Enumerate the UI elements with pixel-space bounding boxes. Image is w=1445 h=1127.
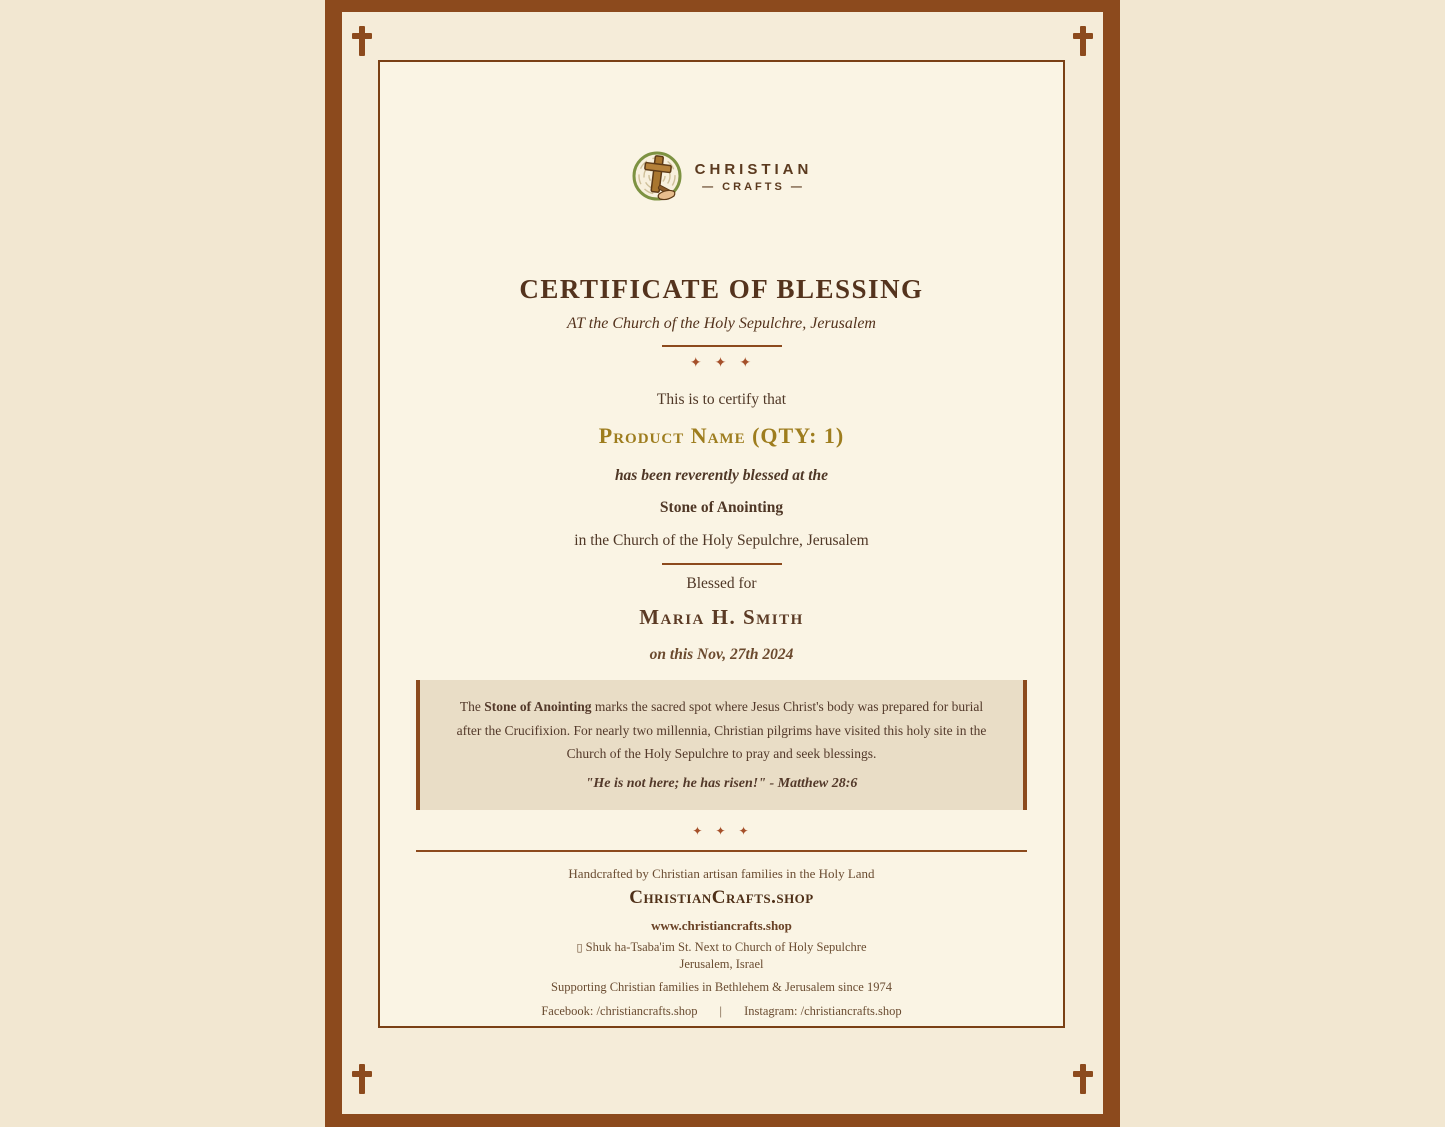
info-text-lead: The [459,699,481,714]
separator-pipe: | [719,1003,723,1018]
brand-name-line: CHRISTIAN [694,161,813,178]
diamond-icon: ✦ [715,823,728,838]
blessing-date: on this Nov, 27th 2024 [649,646,794,663]
footer-brand-name: ChristianCrafts.shop [629,886,814,908]
diamond-icon: ✦ [714,355,729,371]
church-line: in the Church of the Holy Sepulchre, Jerusalem [574,532,869,549]
certificate-card [325,0,1120,1127]
corner-cross-icon [1073,1064,1093,1094]
divider-line [662,563,782,565]
certificate-footer [541,852,901,1019]
certificate-subtitle: AT the Church of the Holy Sepulchre, Jerusalem [567,315,876,332]
diamond-ornament-row [692,824,750,838]
diamond-icon: ✦ [689,355,704,371]
diamond-icon: ✦ [739,355,754,371]
brand-crafts-line: — CRAFTS — [702,181,805,193]
diamond-icon: ✦ [692,823,705,838]
product-name: Product Name (QTY: 1) [598,423,845,448]
stone-of-anointing-info-box [416,680,1027,810]
instagram-handle: Instagram: /christiancrafts.shop [744,1003,902,1018]
brand-logo-text [695,161,813,193]
address-line-1 [576,940,866,955]
certify-line: This is to certify that [656,391,787,408]
certificate-title: CERTIFICATE OF BLESSING [519,274,924,304]
info-text-highlight: Stone of Anointing [484,699,592,714]
corner-cross-icon [352,26,372,56]
blessed-for-label: Blessed for [686,575,757,592]
info-box-paragraph [446,695,997,766]
address-line-2: Jerusalem, Israel [679,956,764,971]
diamond-icon: ✦ [738,823,751,838]
brand-logo [631,148,813,206]
corner-cross-icon [352,1064,372,1094]
holy-site-name: Stone of Anointing [659,499,784,516]
divider-line [662,345,782,347]
support-line: Supporting Christian families in Bethlehem & Jerusalem since 1974 [551,979,892,994]
certificate-panel [378,60,1065,1028]
social-links-line [541,1004,901,1019]
website-url: www.christiancrafts.shop [651,917,792,933]
corner-cross-icon [1073,26,1093,56]
blessed-at-line: has been reverently blessed at the [614,467,829,484]
handcrafted-line: Handcrafted by Christian artisan families in the Holy Land [568,865,875,881]
facebook-handle: Facebook: /christiancrafts.shop [541,1003,698,1018]
info-text-rest: marks the sacred spot where Jesus Christ's body was prepared for burial after the Crucifixion. For nearly two millennia, Christian pilgrims have visited this holy site in the Church of the Holy Sepulchre to pray and seek blessings. [456,699,987,762]
address-street: Shuk ha-Tsaba'im St. Next to Church of Holy Sepulchre [585,939,867,954]
recipient-name: Maria H. Smith [639,605,804,629]
scripture-quote: "He is not here; he has risen!" - Matthew 28:6 [585,775,858,791]
cross-wreath-logo-icon [631,148,685,206]
missing-glyph-icon: ▯ [576,940,583,954]
diamond-ornament-row [690,355,753,371]
